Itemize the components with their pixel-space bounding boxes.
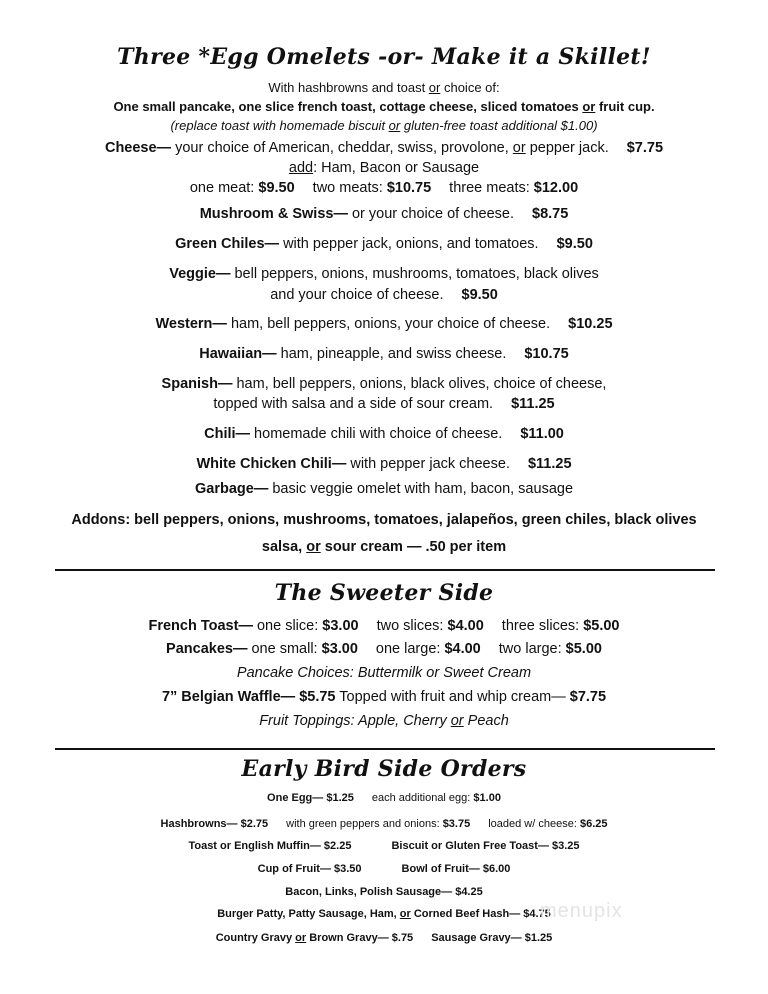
menu-item-belgian-waffle: 7” Belgian Waffle— $5.75 Topped with fruit and whip cream— $7.75: [161, 689, 607, 705]
sweeter-title: The Sweeter Side: [274, 580, 494, 606]
menu-item-spanish-line2: topped with salsa and a side of sour cream. $11.25: [213, 396, 555, 412]
menu-item-cheese: Cheese— your choice of American, cheddar, swiss, provolone, or pepper jack. $7.75: [104, 140, 664, 156]
menu-item-green-chiles: Green Chiles— with pepper jack, onions, and tomatoes. $9.50: [175, 236, 593, 252]
side-bacon-links: Bacon, Links, Polish Sausage— $4.25: [285, 886, 483, 898]
meat-price-line: one meat: $9.50 two meats: $10.75 three meats: $12.00: [189, 180, 579, 196]
pancake-choices: Pancake Choices: Buttermilk or Sweet Cream: [236, 665, 532, 681]
omelet-with-line: With hashbrowns and toast or choice of:: [268, 80, 500, 95]
early-bird-title: Early Bird Side Orders: [241, 756, 527, 782]
menu-item-white-chicken-chili: White Chicken Chili— with pepper jack cheese. $11.25: [196, 456, 572, 472]
omelets-title: Three *Egg Omelets -or- Make it a Skillet!: [117, 44, 651, 70]
section-divider: [55, 569, 715, 571]
menu-item-western: Western— ham, bell peppers, onions, your choice of cheese. $10.25: [155, 316, 613, 332]
omelet-replace-line: (replace toast with homemade biscuit or gluten-free toast additional $1.00): [170, 118, 598, 133]
menu-item-chili: Chili— homemade chili with choice of cheese. $11.00: [204, 426, 564, 442]
watermark: menupix: [540, 900, 623, 922]
menu-item-french-toast: French Toast— one slice: $3.00 two slices: $4.00 three slices: $5.00: [148, 618, 620, 634]
menu-item-mushroom-swiss: Mushroom & Swiss— or your choice of cheese. $8.75: [199, 206, 569, 222]
side-hashbrowns: Hashbrowns— $2.75 with green peppers and onions: $3.75 loaded w/ cheese: $6.25: [160, 818, 608, 830]
menu-item-garbage: Garbage— basic veggie omelet with ham, bacon, sausage: [194, 481, 574, 497]
addons-line: Addons: bell peppers, onions, mushrooms, tomatoes, jalapeños, green chiles, black olives: [71, 512, 697, 528]
menu-item-veggie: Veggie— bell peppers, onions, mushrooms, tomatoes, black olives: [169, 266, 599, 282]
side-gravy: Country Gravy or Brown Gravy— $.75 Sausage Gravy— $1.25: [215, 932, 553, 944]
menu-item-spanish: Spanish— ham, bell peppers, onions, black olives, choice of cheese,: [161, 376, 607, 392]
menu-item-pancakes: Pancakes— one small: $3.00 one large: $4.00 two large: $5.00: [166, 641, 602, 657]
cheese-add-line: add: Ham, Bacon or Sausage: [288, 160, 480, 176]
section-divider: [55, 748, 715, 750]
side-fruit: Cup of Fruit— $3.50 Bowl of Fruit— $6.00: [257, 863, 511, 875]
side-toast-biscuit: Toast or English Muffin— $2.25 Biscuit or Gluten Free Toast— $3.25: [188, 840, 580, 852]
menu-item-veggie-line2: and your choice of cheese. $9.50: [270, 287, 498, 303]
addons-price-line: salsa, or sour cream — .50 per item: [261, 539, 507, 555]
omelet-sides-line: One small pancake, one slice french toast, cottage cheese, sliced tomatoes or fruit cup.: [113, 99, 655, 114]
side-burger-patty: Burger Patty, Patty Sausage, Ham, or Corned Beef Hash— $4.75: [217, 908, 551, 920]
fruit-toppings: Fruit Toppings: Apple, Cherry or Peach: [259, 713, 509, 729]
side-one-egg: One Egg— $1.25 each additional egg: $1.00: [267, 792, 501, 804]
menu-item-hawaiian: Hawaiian— ham, pineapple, and swiss cheese. $10.75: [199, 346, 569, 362]
